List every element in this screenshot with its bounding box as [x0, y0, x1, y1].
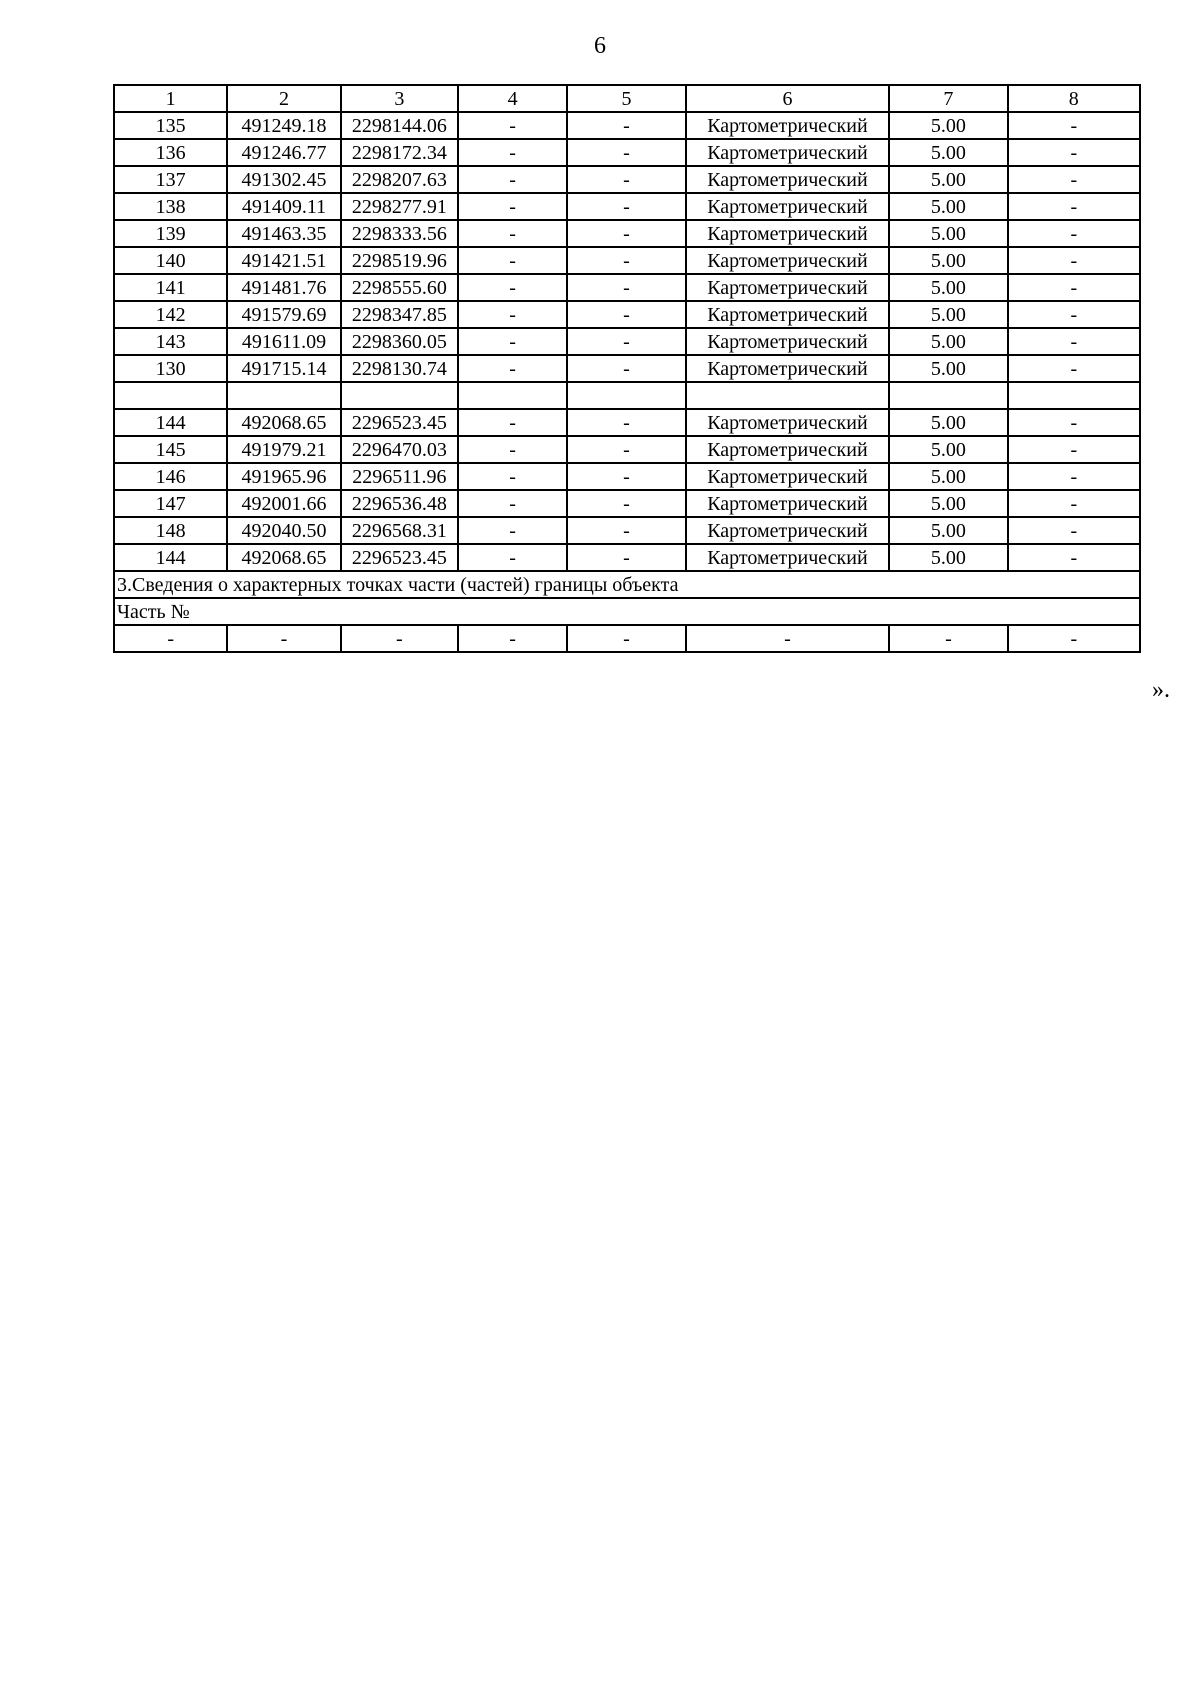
header-cell: 5: [567, 85, 685, 112]
table-cell: 5.00: [889, 544, 1007, 571]
table-cell: 144: [114, 409, 227, 436]
table-cell: -: [567, 139, 685, 166]
table-cell: 5.00: [889, 139, 1007, 166]
table-cell: 2298172.34: [341, 139, 458, 166]
table-cell: -: [567, 247, 685, 274]
table-cell: 491246.77: [227, 139, 340, 166]
table-cell: 2296536.48: [341, 490, 458, 517]
table-cell: -: [1008, 355, 1140, 382]
table-cell: 5.00: [889, 193, 1007, 220]
table-cell: -: [458, 355, 567, 382]
table-cell: 2296523.45: [341, 409, 458, 436]
page-number: 6: [594, 33, 606, 59]
table-cell: 140: [114, 247, 227, 274]
table-cell: -: [458, 517, 567, 544]
table-cell: -: [458, 409, 567, 436]
header-cell: 6: [686, 85, 890, 112]
section-title: 3.Сведения о характерных точках части (частей) границы объекта: [114, 571, 1140, 598]
table-cell: 145: [114, 436, 227, 463]
table-cell: -: [567, 301, 685, 328]
table-cell: 136: [114, 139, 227, 166]
table-cell: 491302.45: [227, 166, 340, 193]
table-cell: -: [1008, 139, 1140, 166]
table-cell: 5.00: [889, 112, 1007, 139]
header-cell: 8: [1008, 85, 1140, 112]
header-row: [114, 85, 1140, 112]
table-cell: 5.00: [889, 166, 1007, 193]
table-cell: 491965.96: [227, 463, 340, 490]
table-cell: Картометрический: [686, 247, 890, 274]
table-cell: Картометрический: [686, 409, 890, 436]
header-cell: 7: [889, 85, 1007, 112]
table-cell: -: [567, 436, 685, 463]
table-row: [114, 382, 1140, 409]
table-cell: 130: [114, 355, 227, 382]
header-cell: 2: [227, 85, 340, 112]
table-cell: 137: [114, 166, 227, 193]
table-cell: 139: [114, 220, 227, 247]
table-cell: -: [567, 625, 685, 652]
table-cell: -: [1008, 625, 1140, 652]
table-cell: -: [567, 274, 685, 301]
table-cell: [458, 382, 567, 409]
table-cell: 144: [114, 544, 227, 571]
table-row: [114, 355, 1140, 382]
table-cell: -: [458, 193, 567, 220]
table-cell: Картометрический: [686, 544, 890, 571]
table-row: [114, 328, 1140, 355]
table-cell: Картометрический: [686, 112, 890, 139]
table-cell: -: [1008, 112, 1140, 139]
table-cell: -: [458, 274, 567, 301]
table-cell: -: [458, 463, 567, 490]
table-row: [114, 112, 1140, 139]
table-cell: -: [458, 247, 567, 274]
table-cell: -: [567, 355, 685, 382]
table-cell: 5.00: [889, 328, 1007, 355]
table-cell: 2296470.03: [341, 436, 458, 463]
table-cell: 142: [114, 301, 227, 328]
table-cell: Картометрический: [686, 490, 890, 517]
table-cell: 147: [114, 490, 227, 517]
table-cell: -: [567, 166, 685, 193]
table-cell: -: [567, 409, 685, 436]
table-cell: -: [1008, 409, 1140, 436]
table-row: [114, 193, 1140, 220]
table-cell: 2296511.96: [341, 463, 458, 490]
table-cell: 2298333.56: [341, 220, 458, 247]
table-cell: -: [1008, 220, 1140, 247]
table-row: [114, 436, 1140, 463]
table-cell: Картометрический: [686, 355, 890, 382]
header-cell: 3: [341, 85, 458, 112]
table-cell: 2298347.85: [341, 301, 458, 328]
table-cell: -: [458, 544, 567, 571]
part-label: Часть №: [114, 598, 1140, 625]
table-cell: Картометрический: [686, 220, 890, 247]
table-cell: Картометрический: [686, 517, 890, 544]
table-cell: -: [686, 625, 890, 652]
table-cell: 5.00: [889, 247, 1007, 274]
table-cell: 2298519.96: [341, 247, 458, 274]
table-cell: [567, 382, 685, 409]
table-cell: -: [458, 625, 567, 652]
table-cell: 5.00: [889, 220, 1007, 247]
table-cell: Картометрический: [686, 463, 890, 490]
table-row: [114, 247, 1140, 274]
table-cell: 2298360.05: [341, 328, 458, 355]
table-cell: 491481.76: [227, 274, 340, 301]
table-row: [114, 166, 1140, 193]
table-cell: -: [227, 625, 340, 652]
table-cell: -: [889, 625, 1007, 652]
table-cell: [114, 382, 227, 409]
table-cell: 491715.14: [227, 355, 340, 382]
table-cell: -: [458, 139, 567, 166]
table-cell: [341, 382, 458, 409]
table-cell: 492068.65: [227, 544, 340, 571]
table-cell: 2298144.06: [341, 112, 458, 139]
table-cell: 5.00: [889, 301, 1007, 328]
table-row: [114, 517, 1140, 544]
table-cell: 2298555.60: [341, 274, 458, 301]
table-cell: -: [1008, 463, 1140, 490]
table-cell: 492001.66: [227, 490, 340, 517]
table-row: [114, 301, 1140, 328]
table-cell: -: [567, 193, 685, 220]
part-label-row: [114, 598, 1140, 625]
table-row: [114, 463, 1140, 490]
table-cell: Картометрический: [686, 301, 890, 328]
header-cell: 4: [458, 85, 567, 112]
table-cell: -: [567, 544, 685, 571]
table-row: [114, 409, 1140, 436]
table-cell: 491979.21: [227, 436, 340, 463]
table-cell: -: [1008, 247, 1140, 274]
table-cell: 5.00: [889, 409, 1007, 436]
table-cell: -: [341, 625, 458, 652]
table-row: [114, 139, 1140, 166]
table-cell: 5.00: [889, 274, 1007, 301]
table-cell: -: [567, 220, 685, 247]
table-cell: -: [1008, 301, 1140, 328]
table-cell: [227, 382, 340, 409]
table-cell: -: [458, 328, 567, 355]
table-cell: -: [458, 166, 567, 193]
table-cell: 5.00: [889, 436, 1007, 463]
table-cell: 5.00: [889, 517, 1007, 544]
table-cell: -: [458, 301, 567, 328]
section-title-row: [114, 571, 1140, 598]
table-cell: -: [458, 436, 567, 463]
table-cell: 2296568.31: [341, 517, 458, 544]
table-cell: 491421.51: [227, 247, 340, 274]
table-cell: -: [1008, 274, 1140, 301]
table-cell: Картометрический: [686, 436, 890, 463]
table-cell: [1008, 382, 1140, 409]
table-cell: 2298207.63: [341, 166, 458, 193]
table-cell: -: [567, 112, 685, 139]
table-cell: Картометрический: [686, 328, 890, 355]
table-cell: 491611.09: [227, 328, 340, 355]
table-cell: 143: [114, 328, 227, 355]
table-cell: 5.00: [889, 355, 1007, 382]
table-cell: [889, 382, 1007, 409]
table-cell: 2298130.74: [341, 355, 458, 382]
table-cell: -: [567, 463, 685, 490]
table-cell: 138: [114, 193, 227, 220]
table-cell: -: [567, 328, 685, 355]
table-row: [114, 274, 1140, 301]
table-cell: -: [567, 490, 685, 517]
table-cell: 492040.50: [227, 517, 340, 544]
table-cell: 491409.11: [227, 193, 340, 220]
table-cell: Картометрический: [686, 139, 890, 166]
table-cell: Картометрический: [686, 166, 890, 193]
table-cell: 5.00: [889, 490, 1007, 517]
table-cell: [686, 382, 890, 409]
table-cell: 146: [114, 463, 227, 490]
table-cell: Картометрический: [686, 274, 890, 301]
table-cell: -: [1008, 166, 1140, 193]
table-cell: -: [458, 220, 567, 247]
table-cell: Картометрический: [686, 193, 890, 220]
table-cell: -: [1008, 544, 1140, 571]
part-row: [114, 625, 1140, 652]
table-row: [114, 544, 1140, 571]
table-cell: -: [114, 625, 227, 652]
table-cell: 148: [114, 517, 227, 544]
table-cell: 491463.35: [227, 220, 340, 247]
table-cell: 491249.18: [227, 112, 340, 139]
table-row: [114, 490, 1140, 517]
table-cell: -: [567, 517, 685, 544]
table-cell: -: [1008, 436, 1140, 463]
table-cell: 2296523.45: [341, 544, 458, 571]
table-cell: -: [1008, 490, 1140, 517]
table-body: [114, 85, 1140, 652]
table-cell: 491579.69: [227, 301, 340, 328]
boundary-points-table: [113, 84, 1141, 653]
header-cell: 1: [114, 85, 227, 112]
table-cell: -: [458, 112, 567, 139]
table-cell: 141: [114, 274, 227, 301]
closing-quote-mark: ».: [1152, 677, 1170, 703]
table-cell: -: [1008, 517, 1140, 544]
table-cell: -: [1008, 328, 1140, 355]
table-cell: 135: [114, 112, 227, 139]
table-cell: -: [458, 490, 567, 517]
table-cell: 2298277.91: [341, 193, 458, 220]
table-cell: 5.00: [889, 463, 1007, 490]
table-cell: -: [1008, 193, 1140, 220]
table-cell: 492068.65: [227, 409, 340, 436]
table-row: [114, 220, 1140, 247]
